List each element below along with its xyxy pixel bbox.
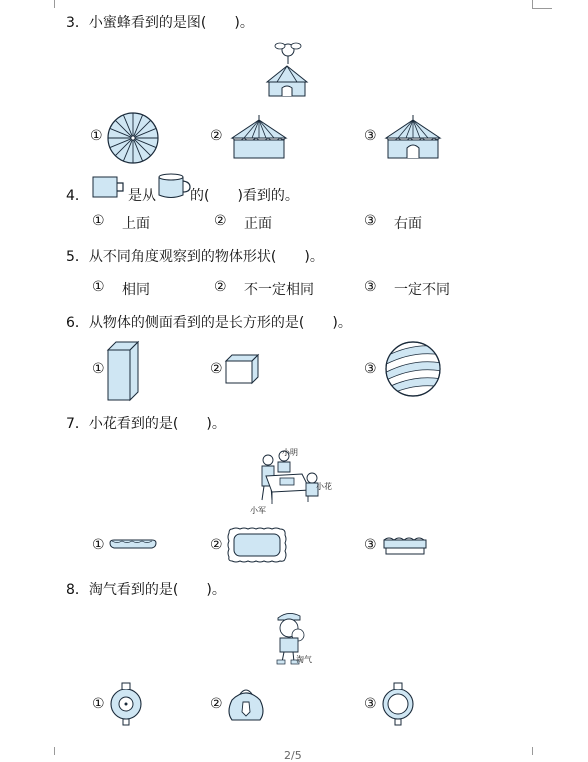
q7-option-2-number: ② [210,537,223,553]
q3-option-2-tent-plain[interactable] [228,114,290,162]
q3-option-3-tent-door[interactable] [382,114,444,162]
q6-option-1-cuboid[interactable] [106,340,140,402]
q6-option-1-number: ① [92,361,105,377]
q4-option-1-label[interactable]: 上面 [122,216,150,232]
q3-option-2-number: ② [210,128,223,144]
question-4-mid-text: 是从 [128,188,156,204]
page-number: 2/5 [284,749,302,762]
q5-option-1-number: ① [92,279,105,295]
q7-option-3-number: ③ [364,537,377,553]
crop-mark-top-right-h [532,8,552,9]
q8-option-1-number: ① [92,696,105,712]
q3-option-1-wheel[interactable] [106,111,160,165]
crop-mark-bottom-left [54,747,55,755]
q8-option-2-teapot-side[interactable] [224,682,268,724]
q5-option-1-label[interactable]: 相同 [122,282,150,298]
question-7-text: 7．小花看到的是( )。 [66,416,226,432]
q7-option-1-flat-side[interactable] [108,537,158,553]
question-8-text: 8．淘气看到的是( )。 [66,582,226,598]
q6-option-3-number: ③ [364,361,377,377]
q3-option-3-number: ③ [364,128,377,144]
question-6-text: 6．从物体的侧面看到的是长方形的是( )。 [66,315,352,331]
q4-option-3-label[interactable]: 右面 [394,216,422,232]
q4-option-1-number: ① [92,213,105,229]
q4-cup-top-view-icon [92,176,126,200]
q8-option-1-teapot-top[interactable] [106,680,146,726]
crop-mark-bottom-right [532,747,533,755]
q8-label-taoqi: 淘气 [296,655,312,664]
q4-option-2-label[interactable]: 正面 [244,216,272,232]
q7-option-2-top-view[interactable] [226,526,288,564]
crop-mark-top-right [532,0,533,8]
q7-option-1-number: ① [92,537,105,553]
q4-option-3-number: ③ [364,213,377,229]
q6-option-2-number: ② [210,361,223,377]
q7-label-xiaoming: 小明 [282,448,298,457]
crop-mark-top-left [54,0,55,8]
q6-option-3-ball[interactable] [384,340,442,398]
q5-option-3-number: ③ [364,279,377,295]
q5-option-2-number: ② [214,279,227,295]
q8-option-3-teapot-bottom[interactable] [378,680,418,726]
q6-option-2-cube[interactable] [224,353,260,385]
q7-label-xiaohua: 小花 [316,482,332,491]
question-4-number: 4． [66,188,89,204]
q5-option-3-label[interactable]: 一定不同 [394,282,450,298]
q3-option-1-number: ① [90,128,103,144]
bee-tent-figure [262,40,312,102]
q7-label-xiaojun: 小军 [250,506,266,515]
question-3-text: 3．小蜜蜂看到的是图( )。 [66,15,254,31]
q7-option-3-front-view[interactable] [382,532,428,558]
q8-option-3-number: ③ [364,696,377,712]
q4-option-2-number: ② [214,213,227,229]
q8-option-2-number: ② [210,696,223,712]
q4-cup-side-icon [157,173,191,201]
q5-option-2-label[interactable]: 不一定相同 [244,282,314,298]
question-5-text: 5．从不同角度观察到的物体形状( )。 [66,249,324,265]
question-4-after-text: 的( )看到的。 [190,188,299,204]
